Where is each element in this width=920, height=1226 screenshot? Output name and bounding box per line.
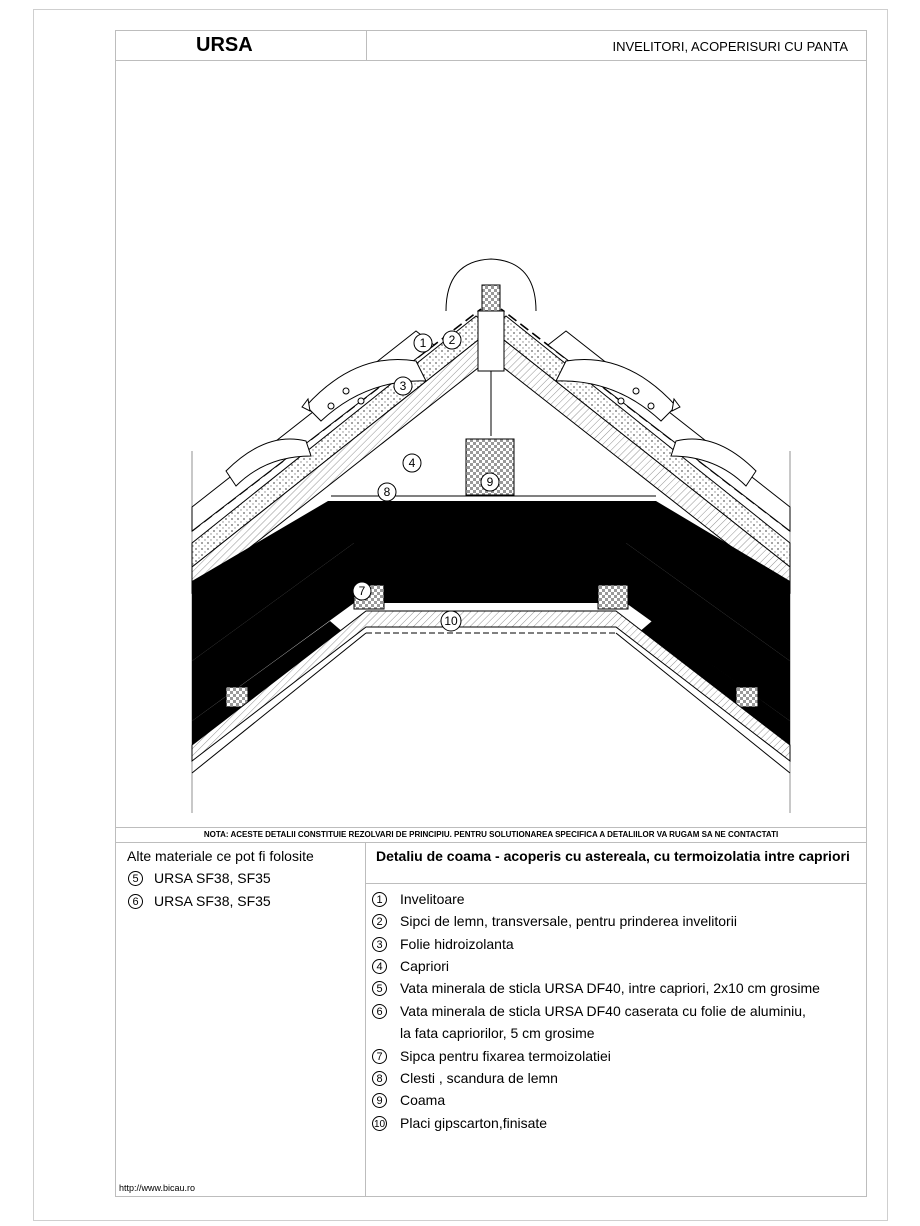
- legend-item: Sipci de lemn, transversale, pentru prinderea invelitorii: [400, 913, 737, 929]
- column-divider: [365, 842, 366, 1196]
- legend-num: 9: [372, 1093, 387, 1108]
- legend-item: Vata minerala de sticla URSA DF40, intre capriori, 2x10 cm grosime: [400, 980, 820, 996]
- disclaimer-note: NOTA: ACESTE DETALII CONSTITUIE REZOLVARI DE PRINCIPIU. PENTRU SOLUTIONAREA SPECIFICA A DETALIILOR VA RUGAM SA NE CONTACTATI: [203, 830, 779, 839]
- legend-num: 1: [372, 892, 387, 907]
- legend-item: Folie hidroizolanta: [400, 936, 514, 952]
- legend-heading-divider: [366, 883, 866, 884]
- detail-sheet: [115, 30, 867, 1197]
- legend-item: Vata minerala de sticla URSA DF40 caserata cu folie de aluminiu,: [400, 1003, 806, 1019]
- legend-item: Capriori: [400, 958, 450, 974]
- callout-2: 2: [448, 333, 456, 347]
- alt-num: 5: [128, 871, 143, 886]
- title-block: [116, 31, 866, 61]
- legend-num: 4: [372, 959, 387, 974]
- callout-7: 7: [358, 584, 366, 598]
- alternatives-heading: Alte materiale ce pot fi folosite: [127, 848, 314, 864]
- header-divider: [366, 31, 367, 60]
- legend-num: 7: [372, 1049, 387, 1064]
- legend-num: 3: [372, 937, 387, 952]
- callout-8: 8: [383, 485, 391, 499]
- sheet-title: INVELITORI, ACOPERISURI CU PANTA: [612, 39, 848, 54]
- legend-item: Sipca pentru fixarea termoizolatiei: [400, 1048, 611, 1064]
- legend-num: 10: [372, 1116, 387, 1131]
- footer-url[interactable]: http://www.bicau.ro: [119, 1183, 196, 1193]
- brand-logo: URSA: [196, 34, 253, 56]
- alt-item: URSA SF38, SF35: [154, 870, 271, 886]
- legend-num: 5: [372, 981, 387, 996]
- note-divider: [116, 827, 866, 828]
- legend-item: Clesti , scandura de lemn: [400, 1070, 558, 1086]
- alt-num: 6: [128, 894, 143, 909]
- callout-4: 4: [408, 456, 416, 470]
- legend-item: Invelitoare: [400, 891, 465, 907]
- legend-num: 8: [372, 1071, 387, 1086]
- legend-num: 6: [372, 1004, 387, 1019]
- legend-item: Coama: [400, 1092, 446, 1108]
- section-divider: [116, 842, 866, 843]
- legend-item: Placi gipscarton,finisate: [400, 1115, 548, 1131]
- callout-3: 3: [399, 379, 407, 393]
- legend-num: 2: [372, 914, 387, 929]
- callout-9: 9: [486, 475, 494, 489]
- alt-item: URSA SF38, SF35: [154, 893, 271, 909]
- callout-10: 10: [444, 614, 458, 628]
- callout-1: 1: [419, 336, 427, 350]
- legend-heading: Detaliu de coama - acoperis cu astereala, cu termoizolatia intre capriori: [376, 848, 850, 864]
- ridge-detail-drawing: [116, 61, 866, 827]
- legend-item-continuation: la fata capriorilor, 5 cm grosime: [400, 1025, 595, 1041]
